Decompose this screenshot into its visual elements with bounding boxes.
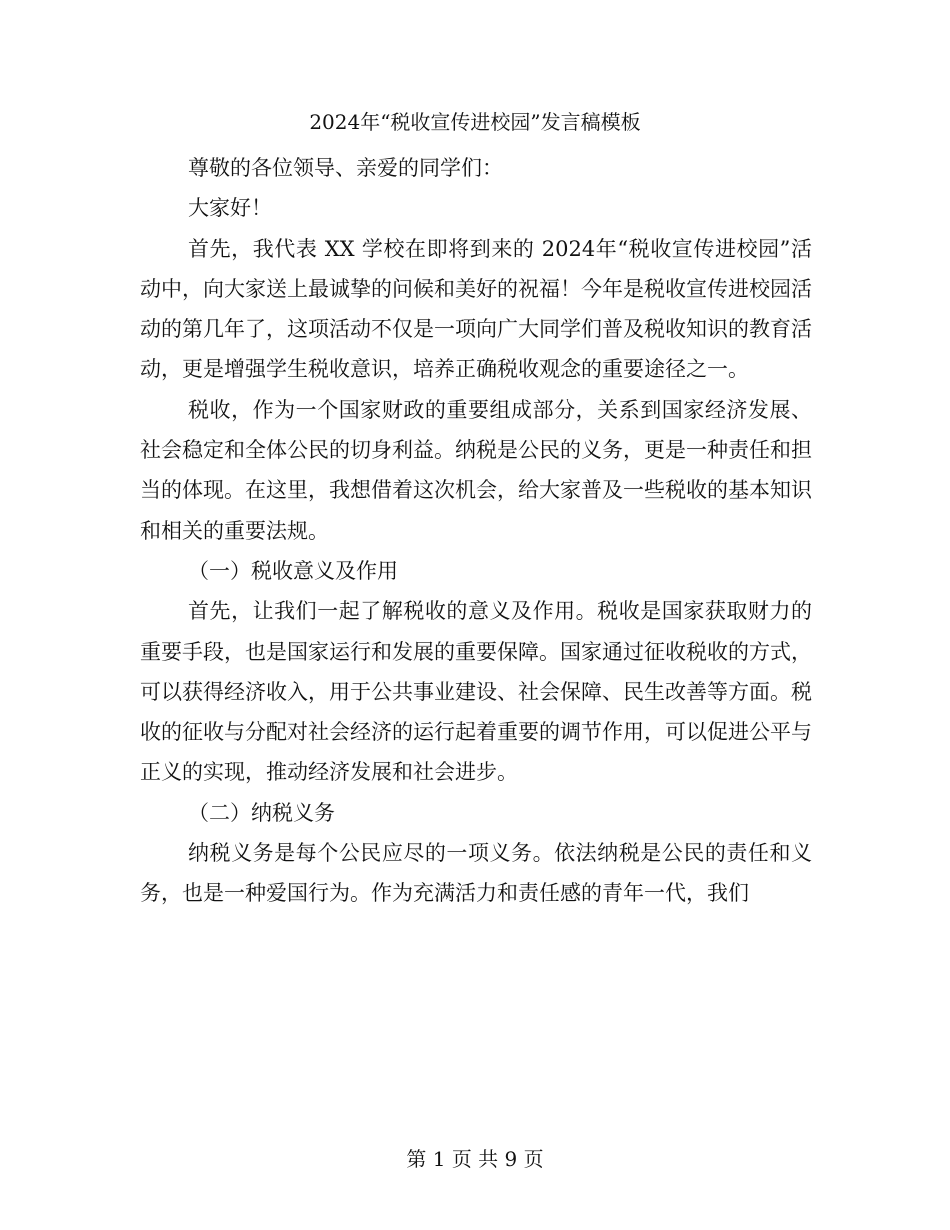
document-body: [140, 148, 812, 914]
section-heading-2: （二）纳税义务: [188, 800, 335, 825]
page-number-footer: 第 1 页 共 9 页: [406, 1147, 544, 1171]
paragraph-salutation: 尊敬的各位领导、亲爱的同学们：: [188, 156, 503, 180]
paragraph-intro: 首先，我代表 XX 学校在即将到来的 2024年“税收宣传进校园”活动中，向大家送上最诚挚的问候和美好的祝福！今年是税收宣传进校园活动的第几年了，这项活动不仅是一项向广大同学们普及税收知识的教育活动，更是增强学生税收意识，培养正确税收观念的重要途径之一。: [140, 236, 812, 382]
paragraph-greeting: 大家好！: [188, 196, 272, 221]
paragraph-tax-duty: 纳税义务是每个公民应尽的一项义务。依法纳税是公民的责任和义务，也是一种爱国行为。作为充满活力和责任感的青年一代，我们: [140, 841, 812, 906]
paragraph-tax-overview: 税收，作为一个国家财政的重要组成部分，关系到国家经济发展、社会稳定和全体公民的切身利益。纳税是公民的义务，更是一种责任和担当的体现。在这里，我想借着这次机会，给大家普及一些税收的基本知识和相关的重要法规。: [140, 397, 812, 543]
document-title: 2024年“税收宣传进校园”发言稿模板: [309, 110, 641, 134]
paragraph-tax-meaning: 首先，让我们一起了解税收的意义及作用。税收是国家获取财力的重要手段，也是国家运行和发展的重要保障。国家通过征收税收的方式，可以获得经济收入，用于公共事业建设、社会保障、民生改善等方面。税收的征收与分配对社会经济的运行起着重要的调节作用，可以促进公平与正义的实现，推动经济发展和社会进步。: [140, 599, 812, 785]
section-heading-1: （一）税收意义及作用: [188, 558, 398, 583]
